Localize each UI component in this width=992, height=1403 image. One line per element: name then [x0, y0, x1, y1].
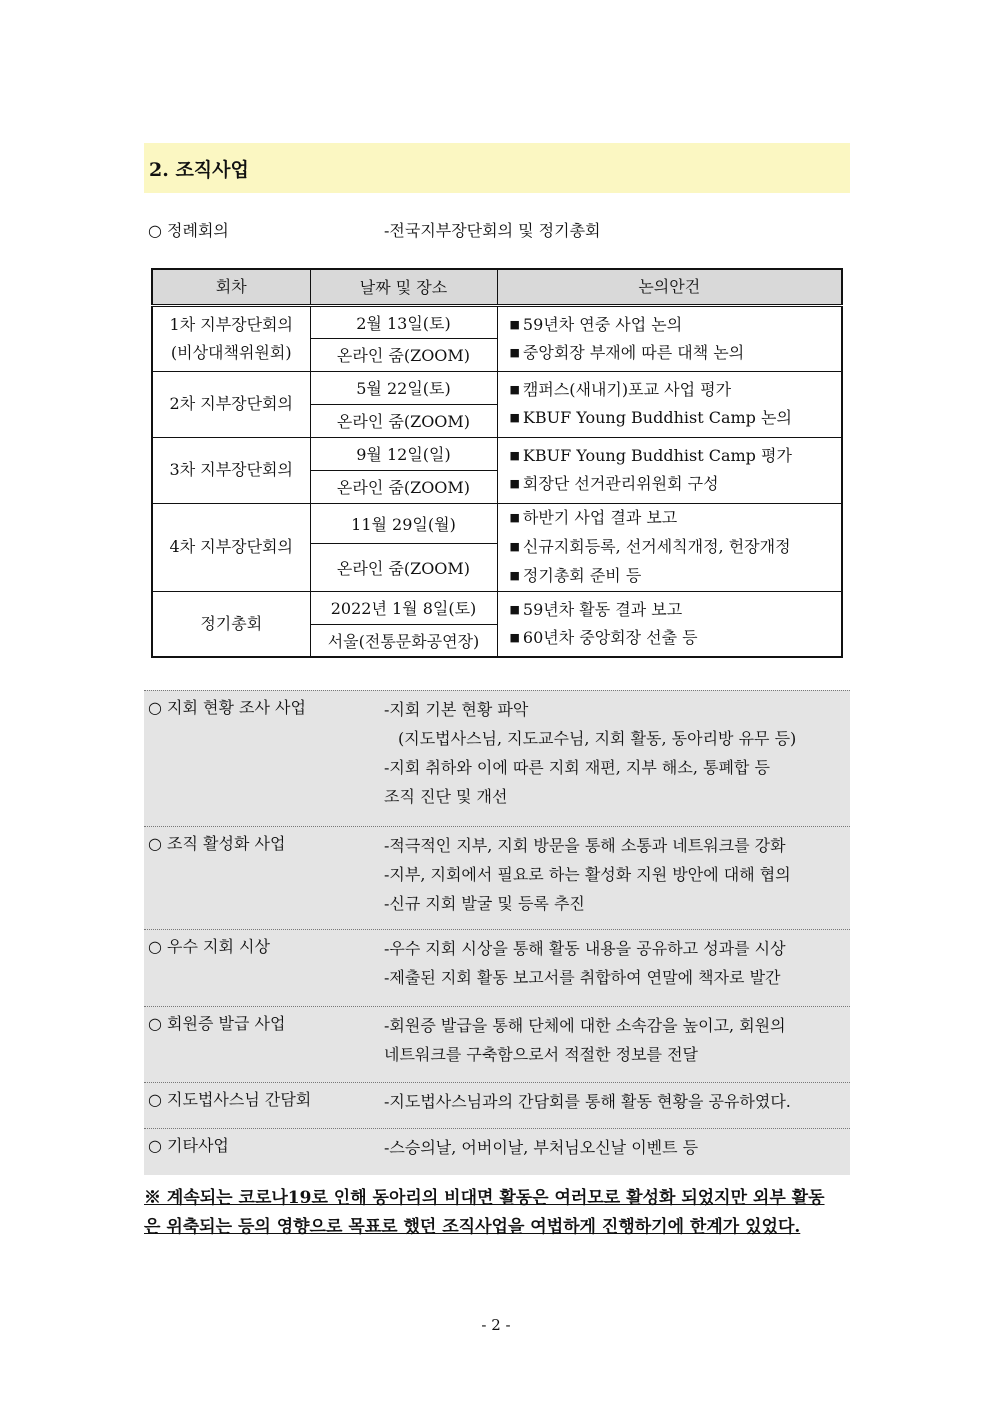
list-item: ■ 회장단 선거관리위원회 구성 [509, 474, 719, 493]
program-text: -지도법사스님과의 간담회를 통해 활동 현황을 공유하였다. [384, 1092, 791, 1111]
list-item: ■ KBUF Young Buddhist Camp 논의 [509, 408, 792, 427]
table-header-row [152, 269, 842, 305]
session-date: 5월 22일(토) [310, 371, 497, 404]
session-date: 11월 29일(월) [310, 503, 497, 544]
summary-note: ※ 계속되는 코로나19로 인해 동아리의 비대면 활동은 여러모로 활성화 되었지만 외부 활동 은 위축되는 등의 영향으로 목표로 했던 조직사업을 여법하게 진행하기에 한계가 있었다. [144, 1188, 825, 1237]
header-date-place: 날짜 및 장소 [310, 269, 497, 305]
list-item: ■ 정기총회 준비 등 [509, 565, 642, 585]
program-monk-meeting [144, 1082, 850, 1128]
page-number: - 2 - [481, 1316, 511, 1334]
session-name: 3차 지부장단회의 [152, 437, 310, 503]
session-name: 4차 지부장단회의 [152, 503, 310, 591]
list-item: ■ KBUF Young Buddhist Camp 평가 [509, 446, 792, 465]
list-item: ■ 신규지회등록, 선거세칙개정, 헌장개정 [509, 536, 791, 556]
list-item: ■ 59년차 활동 결과 보고 [509, 599, 683, 619]
program-label: ○ 회원증 발급 사업 [148, 1014, 286, 1033]
meeting-label: ○ 정례회의 [148, 221, 229, 240]
session-date: 2월 13일(토) [310, 305, 497, 338]
table-row [152, 437, 842, 470]
session-agenda [497, 503, 842, 591]
table-row [152, 591, 842, 624]
program-label: ○ 지도법사스님 간담회 [148, 1090, 312, 1109]
program-branch-survey [144, 690, 850, 826]
list-item: ■ 캠퍼스(새내기)포교 사업 평가 [509, 380, 732, 399]
program-label: ○ 기타사업 [148, 1136, 229, 1155]
session-date: 2022년 1월 8일(토) [310, 591, 497, 624]
header-session: 회차 [152, 269, 310, 305]
list-item: ■ 59년차 연중 사업 논의 [509, 314, 683, 334]
session-date: 9월 12일(일) [310, 437, 497, 470]
session-agenda [497, 437, 842, 503]
header-agenda: 논의안건 [497, 269, 842, 305]
section-title: 2. 조직사업 [144, 143, 850, 193]
session-place: 온라인 줌(ZOOM) [310, 338, 497, 371]
session-agenda [497, 591, 842, 657]
session-place: 서울(전통문화공연장) [310, 624, 497, 657]
table-row [152, 371, 842, 404]
session-place: 온라인 줌(ZOOM) [310, 544, 497, 591]
session-name: 1차 지부장단회의 (비상대책위원회) [152, 305, 310, 371]
program-activation [144, 826, 850, 929]
program-text: -우수 지회 시상을 통해 활동 내용을 공유하고 성과를 시상 -제출된 지회 활동 보고서를 취합하여 연말에 책자로 발간 [384, 939, 786, 987]
session-name: 2차 지부장단회의 [152, 371, 310, 437]
program-label: ○ 우수 지회 시상 [148, 937, 270, 956]
list-item: ■ 60년차 중앙회장 선출 등 [509, 627, 698, 647]
program-text: -스승의날, 어버이날, 부처님오신날 이벤트 등 [384, 1138, 699, 1157]
table-row [152, 305, 842, 338]
session-name: 정기총회 [152, 591, 310, 657]
program-label: ○ 조직 활성화 사업 [148, 834, 286, 853]
session-agenda [497, 371, 842, 437]
session-agenda [497, 305, 842, 371]
table-row [152, 503, 842, 544]
list-item: ■ 하반기 사업 결과 보고 [509, 507, 678, 527]
program-membership-card [144, 1006, 850, 1082]
program-text: -적극적인 지부, 지회 방문을 통해 소통과 네트워크를 강화 -지부, 지회에서 필요로 하는 활성화 지원 방안에 대해 협의 -신규 지회 발굴 및 등록 추진 [384, 836, 791, 913]
meeting-description: -전국지부장단회의 및 정기총회 [384, 221, 601, 240]
meeting-schedule-table [151, 268, 843, 658]
session-place: 온라인 줌(ZOOM) [310, 404, 497, 437]
list-item: ■ 중앙회장 부재에 따른 대책 논의 [509, 342, 745, 362]
program-text: -지회 기본 현황 파악 (지도법사스님, 지도교수님, 지회 활동, 동아리방 유무 등) -지회 취하와 이에 따른 지회 재편, 지부 해소, 통폐합 등 조직 진단 및 개선 [384, 700, 797, 806]
program-awards [144, 929, 850, 1006]
session-place: 온라인 줌(ZOOM) [310, 470, 497, 503]
program-other [144, 1128, 850, 1175]
program-text: -회원증 발급을 통해 단체에 대한 소속감을 높이고, 회원의 네트워크를 구축함으로서 적절한 정보를 전달 [384, 1016, 786, 1064]
program-label: ○ 지회 현황 조사 사업 [148, 698, 306, 717]
